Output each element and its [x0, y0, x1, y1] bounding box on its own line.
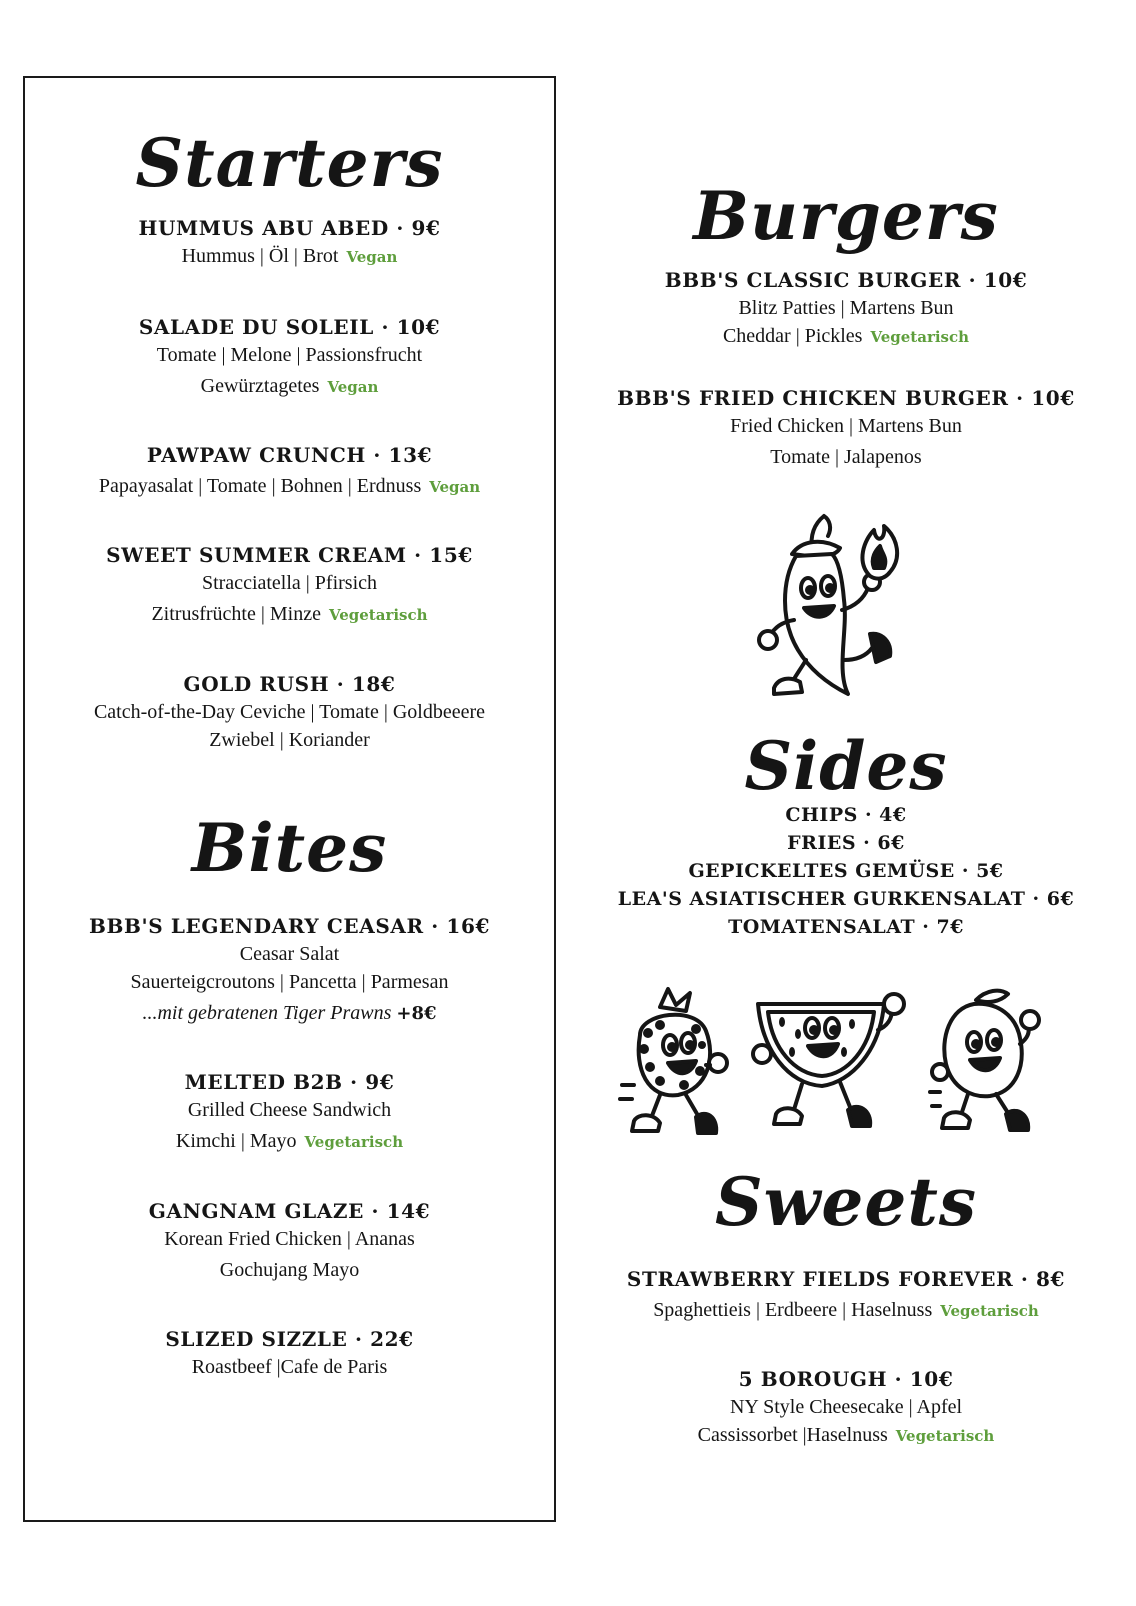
side-item: GEPICKELTES GEMÜSE · 5€ — [688, 860, 1004, 882]
item-name: 5 BOROUGH · 10€ — [738, 1367, 954, 1391]
item-desc: Sauerteigcroutons | Pancetta | Parmesan — [130, 971, 449, 993]
walking-chili-pepper-icon — [752, 510, 912, 710]
menu-item-slized — [23, 1325, 556, 1381]
vegan-tag: Vegan — [327, 378, 379, 396]
item-desc: Stracciatella | Pfirsich — [201, 572, 378, 594]
menu-item-melted — [23, 1068, 556, 1159]
sides-list — [596, 801, 1096, 941]
item-name: SALADE DU SOLEIL · 10€ — [138, 315, 441, 339]
sweets-title: Sweets — [714, 1163, 978, 1241]
vegan-tag: Vegan — [429, 478, 481, 496]
side-item: CHIPS · 4€ — [785, 804, 907, 826]
walking-watermelon-icon — [752, 990, 912, 1140]
menu-item-salade — [23, 313, 556, 404]
walking-lemon-icon — [930, 988, 1045, 1138]
item-desc: Grilled Cheese Sandwich — [187, 1099, 392, 1121]
menu-item-fried-chicken-burger — [596, 384, 1096, 474]
item-name: MELTED B2B · 9€ — [184, 1070, 395, 1094]
menu-item-ceasar — [23, 912, 556, 1031]
side-item: FRIES · 6€ — [787, 832, 905, 854]
sides-title: Sides — [744, 727, 948, 805]
vegetarian-tag: Vegetarisch — [940, 1302, 1039, 1320]
item-desc: Kimchi | Mayo Vegetarisch — [175, 1130, 404, 1152]
burgers-title: Burgers — [693, 177, 999, 255]
item-name: BBB'S CLASSIC BURGER · 10€ — [664, 268, 1028, 292]
vegetarian-tag: Vegetarisch — [895, 1427, 995, 1445]
menu-item-pawpaw — [23, 441, 556, 504]
item-desc: Papayasalat | Tomate | Bohnen | Erdnuss Vegan — [98, 475, 481, 497]
vegan-tag: Vegan — [346, 248, 398, 266]
item-desc: Cheddar | Pickles Vegetarisch — [722, 325, 970, 347]
left-column — [23, 0, 556, 1606]
item-desc: Blitz Patties | Martens Bun — [738, 297, 954, 319]
item-desc: Spaghettieis | Erdbeere | Haselnuss Vegetarisch — [653, 1299, 1039, 1321]
item-desc: Tomate | Jalapenos — [770, 446, 922, 468]
menu-item-hummus — [23, 214, 556, 271]
item-desc: Zitrusfrüchte | Minze Vegetarisch — [151, 603, 428, 625]
menu-item-gangnam — [23, 1197, 556, 1287]
item-desc: Gochujang Mayo — [219, 1259, 360, 1281]
starters-title: Starters — [135, 124, 444, 202]
walking-raspberry-icon — [620, 985, 735, 1145]
side-item: LEA'S ASIATISCHER GURKENSALAT · 6€ — [617, 888, 1075, 910]
item-desc: Roastbeef |Cafe de Paris — [191, 1356, 388, 1378]
vegetarian-tag: Vegetarisch — [304, 1133, 404, 1151]
item-desc: NY Style Cheesecake | Apfel — [729, 1396, 963, 1418]
item-desc: Hummus | Öl | Brot Vegan — [181, 245, 398, 267]
item-name: SLIZED SIZZLE · 22€ — [165, 1327, 414, 1351]
item-desc: Catch-of-the-Day Ceviche | Tomate | Goldbeeere — [93, 701, 486, 723]
item-name: PAWPAW CRUNCH · 13€ — [146, 443, 433, 467]
item-desc: Cassissorbet |Haselnuss Vegetarisch — [697, 1424, 995, 1446]
vegetarian-tag: Vegetarisch — [870, 328, 970, 346]
item-name: BBB'S FRIED CHICKEN BURGER · 10€ — [617, 386, 1075, 410]
right-column — [596, 0, 1096, 1606]
menu-item-sweet-summer — [23, 541, 556, 632]
bites-title: Bites — [191, 809, 388, 887]
item-addon: ...mit gebratenen Tiger Prawns +8€ — [142, 1002, 437, 1024]
menu-item-classic-burger — [596, 266, 1096, 351]
item-name: GOLD RUSH · 18€ — [183, 672, 396, 696]
item-desc: Fried Chicken | Martens Bun — [730, 415, 962, 437]
item-desc: Tomate | Melone | Passionsfrucht — [156, 344, 423, 366]
menu-item-5-borough — [596, 1365, 1096, 1450]
item-desc: Gewürztagetes Vegan — [200, 375, 379, 397]
item-desc: Ceasar Salat — [239, 943, 340, 965]
item-name: BBB'S LEGENDARY CEASAR · 16€ — [89, 914, 490, 938]
menu-item-gold-rush — [23, 670, 556, 754]
item-desc: Korean Fried Chicken | Ananas — [164, 1228, 415, 1250]
side-item: TOMATENSALAT · 7€ — [728, 916, 964, 938]
item-desc: Zwiebel | Koriander — [209, 729, 370, 751]
menu-item-strawberry — [596, 1265, 1096, 1328]
addon-price: +8€ — [396, 1003, 437, 1024]
item-name: STRAWBERRY FIELDS FOREVER · 8€ — [626, 1267, 1066, 1291]
item-name: HUMMUS ABU ABED · 9€ — [138, 216, 441, 240]
item-name: SWEET SUMMER CREAM · 15€ — [106, 543, 473, 567]
vegetarian-tag: Vegetarisch — [328, 606, 428, 624]
item-name: GANGNAM GLAZE · 14€ — [148, 1199, 431, 1223]
